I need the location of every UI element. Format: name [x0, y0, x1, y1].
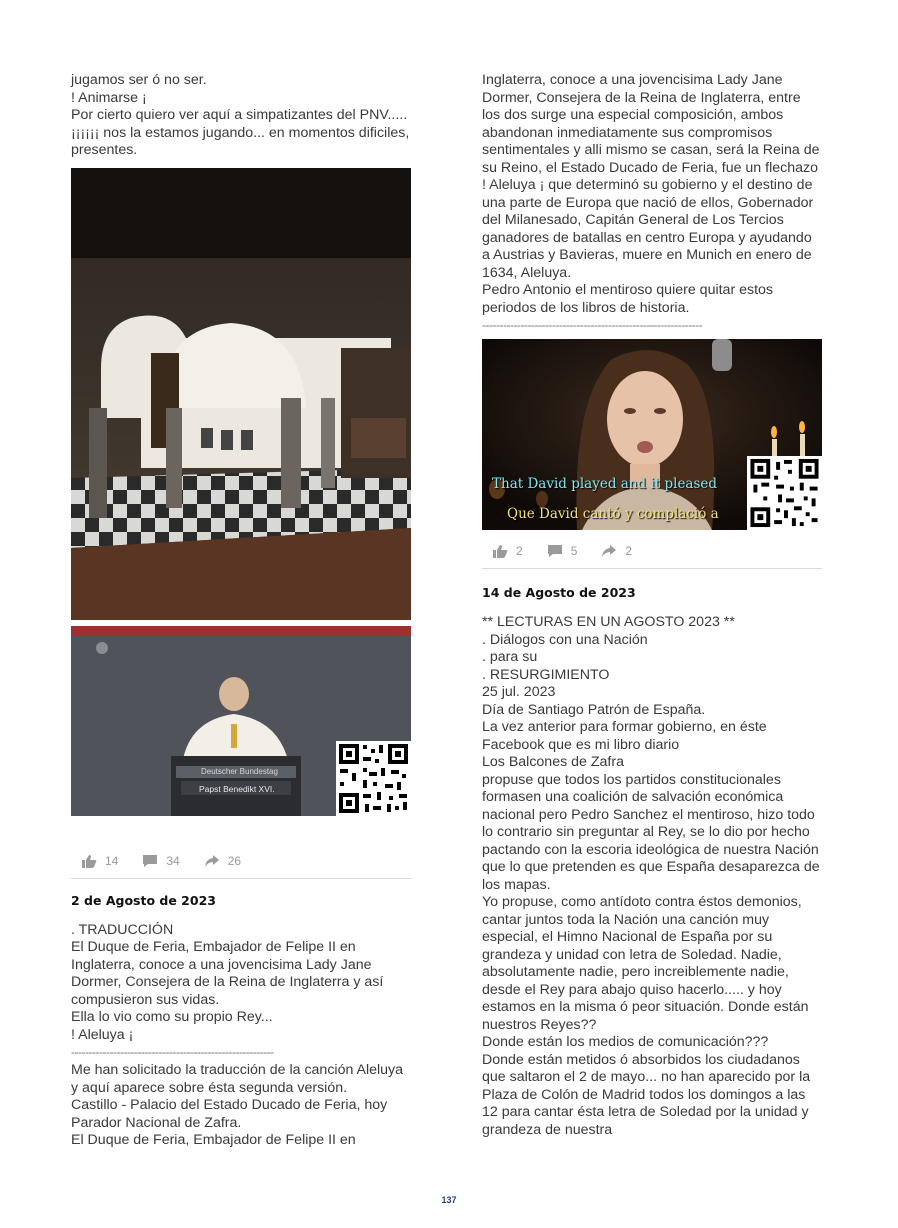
- right-column: [482, 72, 822, 1139]
- post-date: 2 de Agosto de 2023: [71, 892, 216, 908]
- qr-pattern: [336, 741, 411, 816]
- post-date: 14 de Agosto de 2023: [482, 585, 636, 600]
- shares-count: 2: [625, 544, 633, 558]
- intro-text: jugamos ser ó no ser. ! Animarse ¡ Por cierto quiero ver aquí a simpatizantes del PNV..... ¡¡¡¡¡¡ nos la estamos jugando... en momentos dificiles, presentes.: [71, 72, 410, 158]
- courtyard-illustration: [71, 168, 411, 620]
- video-still-pope[interactable]: [71, 626, 411, 816]
- share-arrow-icon: [204, 854, 220, 868]
- post-stats: [482, 534, 822, 569]
- comments-stat[interactable]: [142, 854, 179, 868]
- thumbs-up-icon: [81, 854, 97, 868]
- subtitle-spanish: Que David cantó y complació a: [507, 506, 719, 522]
- courtyard-photo[interactable]: [71, 168, 411, 620]
- qr-code[interactable]: [336, 741, 411, 816]
- likes-count: 2: [516, 544, 523, 558]
- right-text-top: Inglaterra, conoce a una jovencisima Lady Jane Dormer, Consejera de la Reina de Inglaterra, entre los dos surge una especial composición, ambos abandonan inmediatamente sus compromisos sentimentales y alli mismo se casan, será la Reina de su Reino, el Estado Ducado de Feria, fue un flechazo ! Aleluya ¡ que determinó su gobierno y el destino de una parte de Europa que nació de ellos, Gobernador del Milanesado, Capitán General de Los Tercios ganadores de batallas en centro Europa y ayudando a Austrias y Bavieras, muere en Munich en enero de 1634, Aleluya. Pedro Antonio el mentiroso quiere quitar estos periodos de los libros de historia.: [482, 72, 820, 316]
- comment-icon: [547, 544, 563, 558]
- separator-line: ----------------------------------------------------------: [71, 1045, 274, 1059]
- qr-code[interactable]: [747, 456, 822, 530]
- subtitle-english: That David played and it pleased: [492, 476, 718, 492]
- thumbs-up-icon: [492, 544, 508, 558]
- left-column: [71, 72, 411, 1150]
- comments-stat[interactable]: [547, 544, 578, 558]
- separator-line: ---------------------------------------------------------------: [482, 318, 703, 332]
- likes-stat[interactable]: [81, 854, 118, 868]
- likes-count: 14: [105, 853, 119, 868]
- likes-stat[interactable]: [492, 544, 523, 558]
- page-number: 137: [441, 1195, 457, 1205]
- shares-stat[interactable]: [204, 854, 241, 868]
- shares-stat[interactable]: [601, 544, 632, 558]
- pope-caption: Papst Benedikt XVI.: [199, 783, 275, 794]
- post-stats: [71, 844, 411, 879]
- comment-icon: [142, 854, 158, 868]
- shares-count: 26: [227, 853, 242, 868]
- bundestag-caption: Deutscher Bundestag: [201, 766, 278, 776]
- post-text-lecturas: ** LECTURAS EN UN AGOSTO 2023 ** . Diálogos con una Nación . para su . RESURGIMIENTO 25 jul. 2023 Día de Santiago Patrón de España. La vez anterior para formar gobierno, en éste Facebook que es mi libro diario Los Balcones de Zafra propuse que todos los partidos constitucionales formasen una coalición de salvación económica nacional pero Pedro Sanchez el mentiroso, hizo todo lo contrario sin preguntar al Rey, se lo dio por hecho pactando con la escoria ideológica de nuestra Nación que lo que pretenden es que España desaparezca de los mapas. Yo propuse, como antídoto contra éstos demonios, cantar juntos toda la Nación una canción muy especial, el Himno Nacional de España por su grandeza y unidad con letra de Soledad. Nadie, absolutamente nadie, pero increiblemente nadie, desde el Rey para abajo quiso hacerlo..... y hoy estamos en la misma ó peor situación. Donde están nuestros Reyes?? Donde están los medios de comunicación??? Donde están metidos ó absorbidos los ciudadanos que saltaron el 2 de mayo... no han aparecido por la Plaza de Colón de Madrid todos los domingos a las 12 para cantar ésta letra de Soledad por la unidad y grandeza de nuestra: [482, 614, 820, 1138]
- qr-pattern: [747, 456, 822, 530]
- comments-count: 5: [570, 544, 578, 558]
- post-text-translation: . TRADUCCIÓN El Duque de Feria, Embajador de Felipe II en Inglaterra, conoce a una jovencisima Lady Jane Dormer, Consejera de la Reina de Inglaterra y así compusieron sus vidas. Ella lo vio como su propio Rey... ! Aleluya ¡: [71, 921, 384, 1043]
- share-arrow-icon: [601, 544, 617, 558]
- post-text-continued: Me han solicitado la traducción de la canción Aleluya y aquí aparece sobre ésta segunda versión. Castillo - Palacio del Estado Ducado de Feria, hoy Parador Nacional de Zafra. El Duque de Feria, Embajador de Felipe II en: [71, 1062, 404, 1148]
- comments-count: 34: [166, 853, 180, 868]
- video-still-singer[interactable]: [482, 339, 822, 530]
